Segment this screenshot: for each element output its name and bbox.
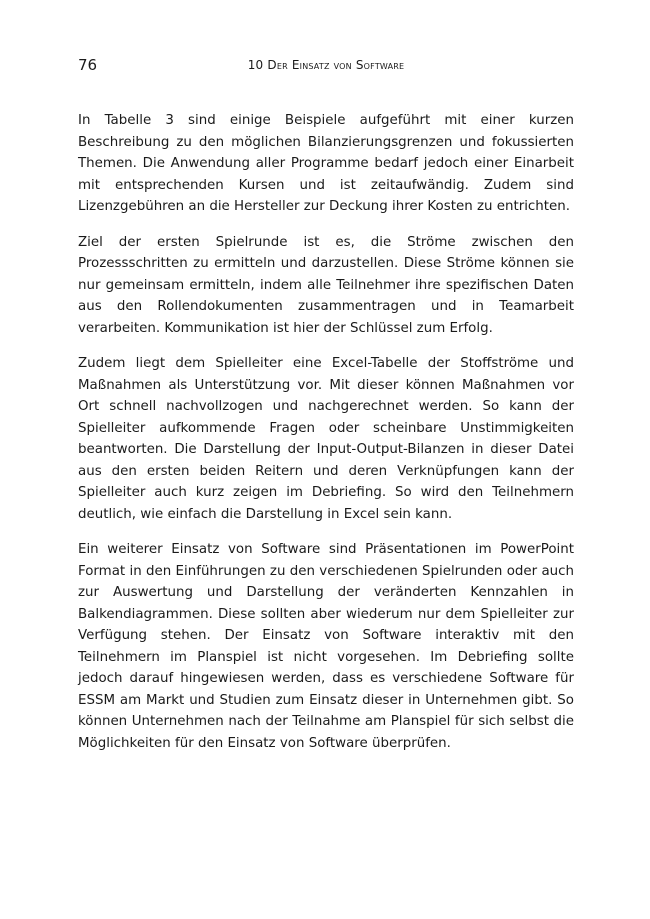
page-number: 76 bbox=[78, 56, 98, 74]
paragraph-1: In Tabelle 3 sind einige Beispiele aufgeführt mit einer kurzen Beschreibung zu den möglichen Bilanzierungsgrenzen und fokussierten Themen. Die Anwendung aller Programme bedarf jedoch einer Einarbeit mit entsprechenden Kursen und ist zeitaufwändig. Zudem sind Lizenzgebühren an die Hersteller zur Deckung ihrer Kosten zu entrichten. bbox=[78, 113, 574, 214]
page-header bbox=[78, 54, 574, 76]
paragraph-3: Zudem liegt dem Spielleiter eine Excel-Tabelle der Stoffströme und Maßnahmen als Unterstützung vor. Mit dieser können Maßnahmen vor Ort schnell nachvollzogen und nachgerechnet werden. So kann der Spielleiter aufkommende Fragen oder scheinbare Unstimmigkeiten beantworten. Die Darstellung der Input-Output-Bilanzen in dieser Datei aus den ersten beiden Reitern und deren Verknüpfungen kann der Spielleiter auch kurz zeigen im Debriefing. So wird den Teilnehmern deutlich, wie einfach die Darstellung in Excel sein kann. bbox=[78, 356, 574, 522]
body-text bbox=[78, 110, 574, 768]
paragraph-2: Ziel der ersten Spielrunde ist es, die Ströme zwischen den Prozessschritten zu ermitteln und darzustellen. Diese Ströme können sie nur gemeinsam ermitteln, indem alle Teilnehmer ihre spezifischen Daten aus den Rollendokumenten zusammentragen und in Teamarbeit verarbeiten. Kommunikation ist hier der Schlüssel zum Erfolg. bbox=[78, 234, 574, 336]
running-head: 10 Der Einsatz von Software bbox=[247, 58, 405, 72]
paragraph-4: Ein weiterer Einsatz von Software sind Präsentationen im PowerPoint Format in den Einführungen zu den verschiedenen Spielrunden oder auch zur Auswertung und Darstellung der veränderten Kennzahlen in Balkendiagrammen. Diese sollten aber wiederum nur dem Spielleiter zur Verfügung stehen. Der Einsatz von Software interaktiv mit den Teilnehmern im Planspiel ist nicht vorgesehen. Im Debriefing sollte jedoch darauf hingewiesen werden, dass es verschiedene Software für ESSM am Markt und Studien zum Einsatz dieser in Unternehmen gibt. So können Unternehmen nach der Teilnahme am Planspiel für sich selbst die Möglichkeiten für den Einsatz von Software überprüfen. bbox=[78, 542, 574, 751]
